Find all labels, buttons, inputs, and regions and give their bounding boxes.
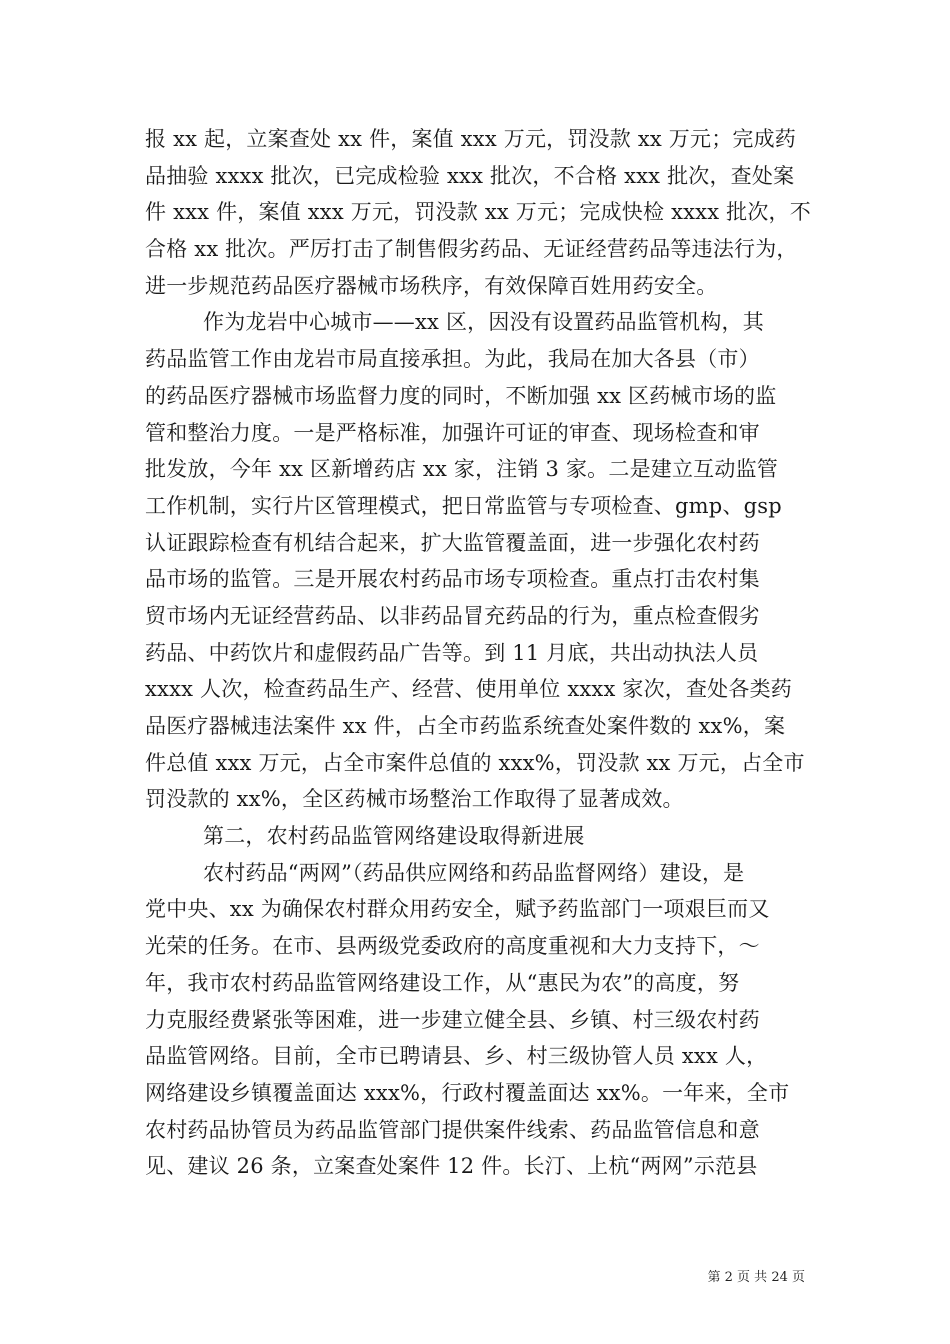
text-line: 贸市场内无证经营药品、以非药品冒充药品的行为，重点检查假劣 xyxy=(145,603,760,628)
text-line: 见、建议 26 条，立案查处案件 12 件。长汀、上杭“两网”示范县 xyxy=(145,1154,758,1179)
text-line: 件总值 xxx 万元，占全市案件总值的 xxx%，罚没款 xx 万元，占全市 xyxy=(145,750,805,775)
text-line: 药品监管工作由龙岩市局直接承担。为此，我局在加大各县（市） xyxy=(145,347,760,372)
section-heading: 第二，农村药品监管网络建设取得新进展 xyxy=(203,824,585,849)
text-line: xxxx 人次，检查药品生产、经营、使用单位 xxxx 家次，查处各类药 xyxy=(145,677,792,702)
text-line: 力克服经费紧张等困难，进一步建立健全县、乡镇、村三级农村药 xyxy=(145,1007,760,1032)
text-line: 工作机制，实行片区管理模式，把日常监管与专项检查、gmp、gsp xyxy=(145,493,782,518)
text-line: 合格 xx 批次。严厉打击了制售假劣药品、无证经营药品等违法行为， xyxy=(145,237,798,262)
text-line: 作为龙岩中心城市——xx 区，因没有设置药品监管机构，其 xyxy=(203,310,764,335)
text-line: 品市场的监管。三是开展农村药品市场专项检查。重点打击农村集 xyxy=(145,567,760,592)
text-line: 年，我市农村药品监管网络建设工作，从“惠民为农”的高度，努 xyxy=(145,970,740,995)
text-line: 管和整治力度。一是严格标准，加强许可证的审查、现场检查和审 xyxy=(145,420,760,445)
text-line: 进一步规范药品医疗器械市场秩序，有效保障百姓用药安全。 xyxy=(145,273,718,298)
text-line: 批发放，今年 xx 区新增药店 xx 家，注销 3 家。二是建立互动监管 xyxy=(145,457,778,482)
text-line: 件 xxx 件，案值 xxx 万元，罚没款 xx 万元；完成快检 xxxx 批次，不 xyxy=(145,200,811,225)
text-line: 党中央、xx 为确保农村群众用药安全，赋予药监部门一项艰巨而又 xyxy=(145,897,770,922)
text-line: 罚没款的 xx%，全区药械市场整治工作取得了显著成效。 xyxy=(145,787,684,812)
body-text xyxy=(145,121,811,1185)
text-line: 认证跟踪检查有机结合起来，扩大监管覆盖面，进一步强化农村药 xyxy=(145,530,760,555)
text-line: 网络建设乡镇覆盖面达 xxx%，行政村覆盖面达 xx%。一年来，全市 xyxy=(145,1080,790,1105)
page-number: 第 2 页 共 24 页 xyxy=(707,1270,805,1285)
text-line: 药品、中药饮片和虚假药品广告等。到 11 月底，共出动执法人员 xyxy=(145,640,759,665)
text-line: 报 xx 起，立案查处 xx 件，案值 xxx 万元，罚没款 xx 万元；完成药 xyxy=(145,127,796,151)
text-line: 农村药品协管员为药品监管部门提供案件线索、药品监管信息和意 xyxy=(145,1117,760,1142)
text-line: 农村药品“两网”（药品供应网络和药品监督网络）建设，是 xyxy=(203,860,745,885)
text-line: 品监管网络。目前，全市已聘请县、乡、村三级协管人员 xxx 人， xyxy=(145,1044,768,1069)
text-line: 光荣的任务。在市、县两级党委政府的高度重视和大力支持下，～ xyxy=(145,934,760,959)
text-line: 品医疗器械违法案件 xx 件，占全市药监系统查处案件数的 xx%，案 xyxy=(145,714,786,738)
text-line: 的药品医疗器械市场监督力度的同时，不断加强 xx 区药械市场的监 xyxy=(145,383,777,408)
text-line: 品抽验 xxxx 批次，已完成检验 xxx 批次，不合格 xxx 批次，查处案 xyxy=(145,163,795,188)
